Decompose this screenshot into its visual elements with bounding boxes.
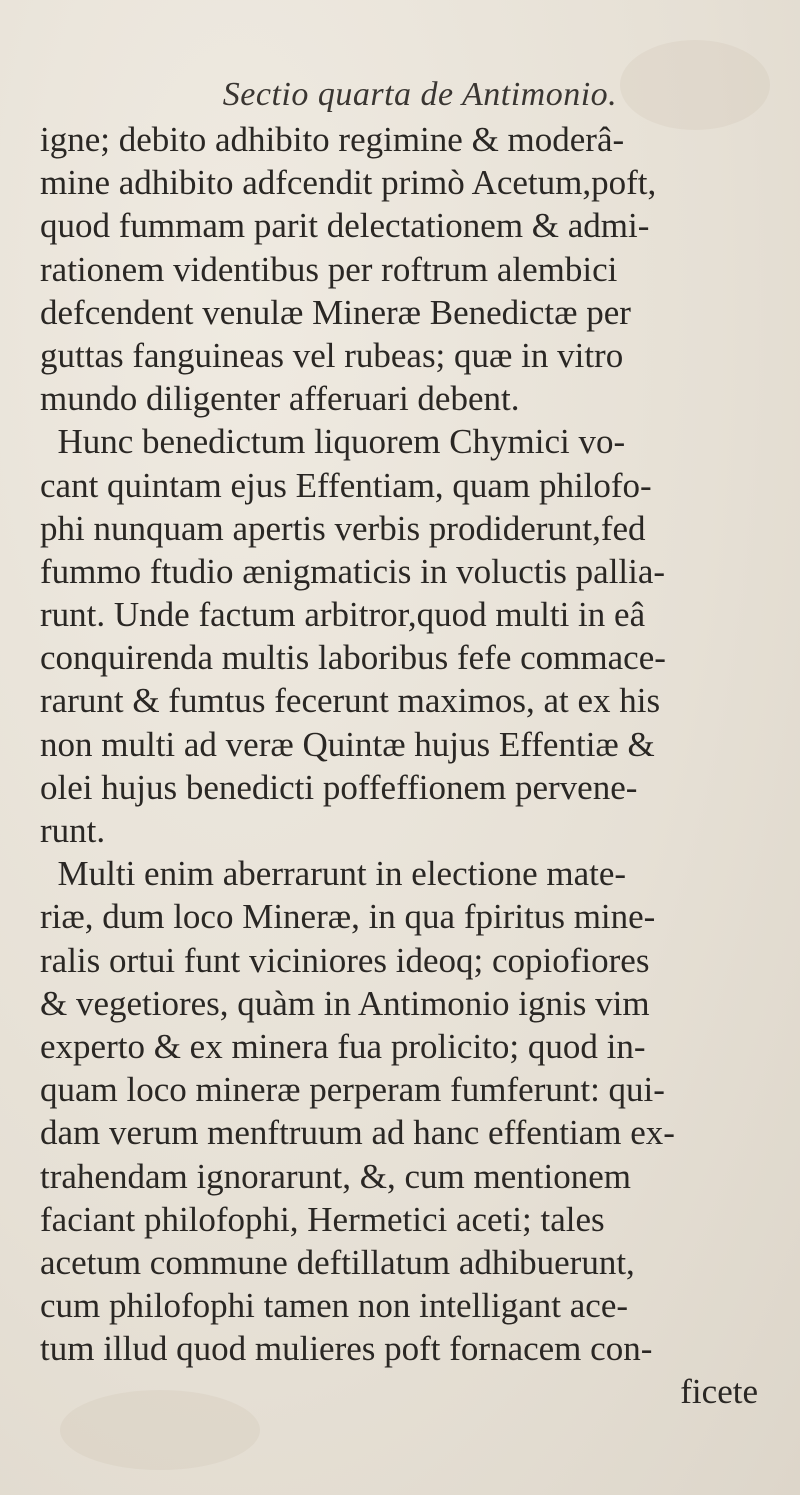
catchword: ficete (680, 1372, 758, 1412)
text-line: guttas fanguineas vel rubeas; quæ in vitro (40, 335, 624, 375)
text-line: experto & ex minera fua prolicito; quod in- (40, 1026, 646, 1066)
text-line: igne; debito adhibito regimine & moderâ- (40, 120, 625, 159)
text-line: Multi enim aberrarunt in electione mate- (40, 854, 627, 894)
text-line: dam verum menftruum ad hanc effentiam ex- (40, 1113, 675, 1153)
text-line: rationem videntibus per roftrum alembici (40, 249, 618, 289)
text-line: rarunt & fumtus fecerunt maximos, at ex his (40, 681, 661, 721)
body-text (40, 118, 780, 1414)
text-line: mine adhibito adfcendit primò Acetum,poft, (40, 163, 657, 203)
text-line: Hunc benedictum liquorem Chymici vo- (40, 422, 626, 462)
text-line: phi nunquam apertis verbis prodiderunt,fed (40, 508, 646, 548)
text-line: trahendam ignorarunt, &, cum mentionem (40, 1156, 631, 1196)
running-header: Sectio quarta de Antimonio. (222, 76, 618, 113)
text-line: quod fummam parit delectationem & admi- (40, 206, 650, 246)
text-line: mundo diligenter afferuari debent. (40, 379, 520, 419)
text-line: defcendent venulæ Mineræ Benedictæ per (40, 292, 631, 332)
text-line: quam loco mineræ perperam fumferunt: qui- (40, 1070, 665, 1110)
text-line: faciant philofophi, Hermetici aceti; tales (40, 1199, 605, 1239)
text-line: non multi ad veræ Quintæ hujus Effentiæ & (40, 724, 655, 764)
text-line: acetum commune deftillatum adhibuerunt, (40, 1242, 635, 1282)
text-line: riæ, dum loco Mineræ, in qua fpiritus mine- (40, 897, 656, 937)
text-line: ralis ortui funt viciniores ideoq; copiofiores (40, 940, 650, 980)
text-line: conquirenda multis laboribus fefe commace- (40, 638, 666, 678)
text-line: runt. (40, 811, 106, 850)
text-line: runt. Unde factum arbitror,quod multi in eâ (40, 595, 646, 635)
text-line: cum philofophi tamen non intelligant ace- (40, 1286, 629, 1326)
text-line: fummo ftudio ænigmaticis in voluctis pallia- (40, 551, 666, 591)
text-line: olei hujus benedicti poffeffionem pervene- (40, 767, 638, 807)
text-line: cant quintam ejus Effentiam, quam philofo- (40, 465, 652, 505)
text-line: tum illud quod mulieres poft fornacem con- (40, 1329, 653, 1369)
text-line: & vegetiores, quàm in Antimonio ignis vim (40, 983, 650, 1023)
